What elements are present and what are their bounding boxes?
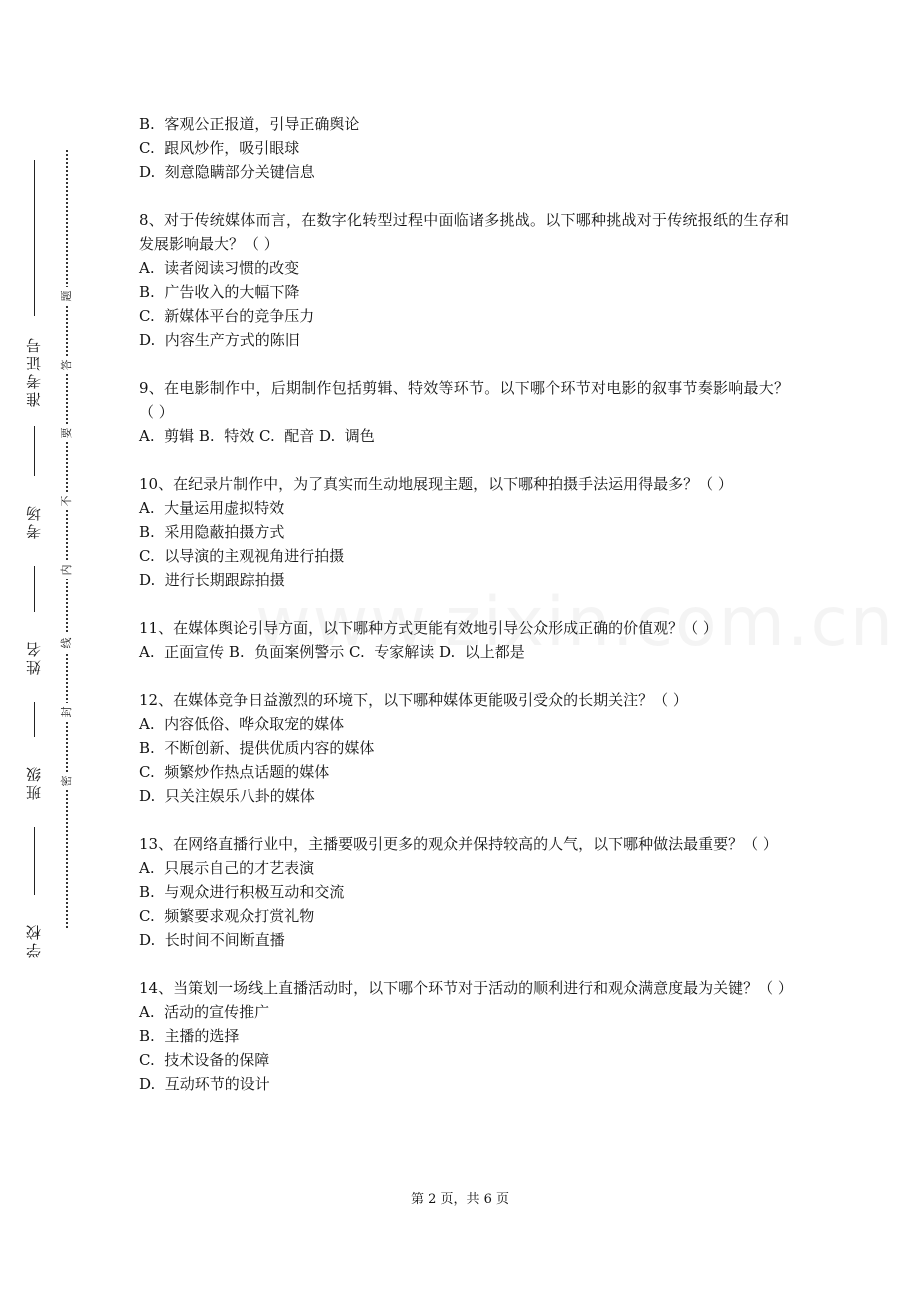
option-c: C. 频繁要求观众打赏礼物 xyxy=(139,907,315,925)
option-b: B. 主播的选择 xyxy=(139,1027,240,1045)
option-a: A. 内容低俗、哗众取宠的媒体 xyxy=(139,715,345,733)
exam-number-label: 准考证号 xyxy=(18,316,50,426)
option-d: D. 进行长期跟踪拍摄 xyxy=(139,571,285,589)
question-11 xyxy=(139,616,789,664)
seal-char-mi: 密 xyxy=(58,772,76,790)
question-12 xyxy=(139,688,789,808)
option-c: C. 技术设备的保障 xyxy=(139,1051,270,1069)
option-c: C. 以导演的主观视角进行拍摄 xyxy=(139,547,345,565)
option-a: A. 读者阅读习惯的改变 xyxy=(139,259,300,277)
seal-char-feng: 封 xyxy=(58,703,76,721)
seal-char-yao: 要 xyxy=(58,424,76,442)
option-d: D. 互动环节的设计 xyxy=(139,1075,270,1093)
question-text: 11、在媒体舆论引导方面，以下哪种方式更能有效地引导公众形成正确的价值观？（ ） xyxy=(139,619,718,637)
options-inline: A. 剪辑 B. 特效 C. 配音 D. 调色 xyxy=(139,427,375,445)
options-inline: A. 正面宣传 B. 负面案例警示 C. 专家解读 D. 以上都是 xyxy=(139,643,525,661)
question-7-options xyxy=(139,112,789,184)
seal-char-nei: 内 xyxy=(58,561,76,579)
exam-room-label: 考场 xyxy=(18,476,50,566)
option-b: B. 采用隐蔽拍摄方式 xyxy=(139,523,285,541)
page-footer: 第 2 页，共 6 页 xyxy=(410,1192,510,1207)
option-c: C. 频繁炒作热点话题的媒体 xyxy=(139,763,330,781)
option-c: C. 新媒体平台的竞争压力 xyxy=(139,307,315,325)
seal-char-xian: 线 xyxy=(58,634,76,652)
option-b: B. 广告收入的大幅下降 xyxy=(139,283,300,301)
question-text: 12、在媒体竞争日益激烈的环境下，以下哪种媒体更能吸引受众的长期关注？（ ） xyxy=(139,691,688,709)
option-d: D. 长时间不间断直播 xyxy=(139,931,285,949)
seal-char-bu: 不 xyxy=(58,492,76,510)
question-text: 13、在网络直播行业中，主播要吸引更多的观众并保持较高的人气，以下哪种做法最重要？（ ） xyxy=(139,835,778,853)
option-a: A. 活动的宣传推广 xyxy=(139,1003,270,1021)
school-label: 学校 xyxy=(18,895,50,985)
question-10 xyxy=(139,472,789,592)
question-9 xyxy=(139,376,789,448)
question-8 xyxy=(139,208,789,352)
option-d: D. 刻意隐瞒部分关键信息 xyxy=(139,163,315,181)
class-label: 班级 xyxy=(18,737,50,827)
seal-char-ti: 题 xyxy=(58,287,76,305)
question-text: 8、对于传统媒体而言，在数字化转型过程中面临诸多挑战。以下哪种挑战对于传统报纸的生存和发展影响最大？（ ） xyxy=(139,211,789,253)
name-label: 姓名 xyxy=(18,612,50,702)
exam-content xyxy=(139,112,793,1096)
question-text: 14、当策划一场线上直播活动时，以下哪个环节对于活动的顺利进行和观众满意度最为关键？（ ） xyxy=(139,979,793,997)
option-b: B. 不断创新、提供优质内容的媒体 xyxy=(139,739,375,757)
question-text: 10、在纪录片制作中，为了真实而生动地展现主题，以下哪种拍摄手法运用得最多？（ ） xyxy=(139,475,733,493)
seal-dotted-line xyxy=(66,150,68,928)
option-a: A. 大量运用虚拟特效 xyxy=(139,499,285,517)
option-b: B. 与观众进行积极互动和交流 xyxy=(139,883,345,901)
option-a: A. 只展示自己的才艺表演 xyxy=(139,859,315,877)
question-13 xyxy=(139,832,789,952)
option-b: B. 客观公正报道，引导正确舆论 xyxy=(139,115,360,133)
option-d: D. 只关注娱乐八卦的媒体 xyxy=(139,787,315,805)
option-c: C. 跟风炒作，吸引眼球 xyxy=(139,139,300,157)
question-14 xyxy=(139,976,793,1096)
option-d: D. 内容生产方式的陈旧 xyxy=(139,331,300,349)
question-text: 9、在电影制作中，后期制作包括剪辑、特效等环节。以下哪个环节对电影的叙事节奏影响最大？（ ） xyxy=(139,379,789,421)
seal-char-da: 答 xyxy=(58,356,76,374)
binding-margin xyxy=(0,0,110,1302)
